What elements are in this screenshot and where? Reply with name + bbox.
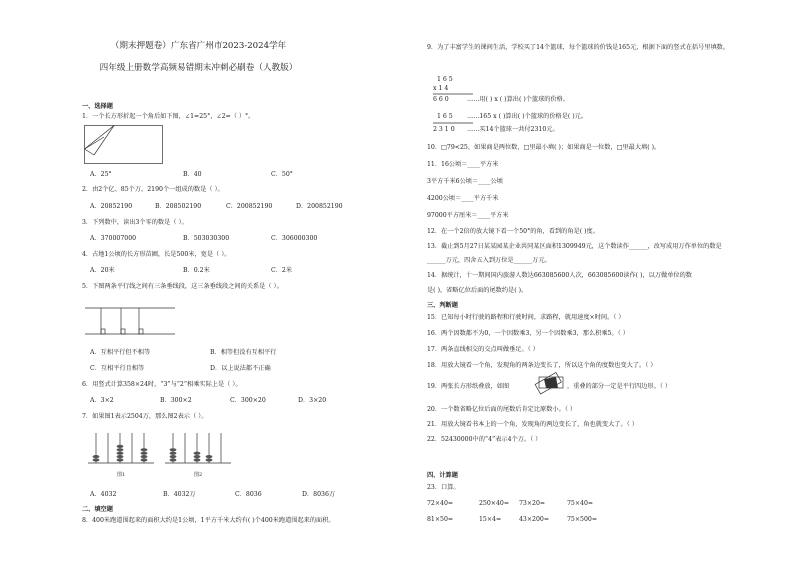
q7-figure-2-label: 图2	[194, 472, 203, 478]
question-3: 3．下列数中，读出3个零的数是（ ）。	[82, 219, 188, 226]
question-11-b: 3平方千米6公顷＝____公顷	[427, 178, 503, 185]
q6-option-a: A．3×2	[90, 397, 114, 404]
question-23: 23．口算。	[427, 484, 460, 491]
q5-option-c: C．互相平行且相等	[90, 365, 145, 372]
q7-figure-1-label: 图1	[117, 472, 126, 478]
question-13: 13．截止到5月27日某某园某企业共同某区面积1309949元，这个数读作______，改写成用万作单位的数是	[427, 243, 722, 250]
question-13-b: ______万元，四舍五入到万位是______万元。	[427, 257, 551, 264]
q4-option-c: C．2米	[271, 267, 293, 274]
calc-item: 73×20=	[519, 500, 546, 507]
question-14: 14．据统计，十一期间国内旅游人数达663085600人次，663085600读作( )，以万做单位的数	[427, 272, 692, 279]
q7-abacus-figure-1	[88, 429, 154, 471]
question-5: 5．下图两条平行线之间有三条垂线段，这三条垂线段之间的关系是（ ）。	[82, 283, 283, 290]
q9-calc2-rule	[433, 122, 473, 124]
question-21: 21．用放大镜看书本上的一个角，发现角的两边变长了，角也就变大了。（ ）	[427, 421, 638, 428]
question-1: 1．一个长方形折起一个角后如下图，∠1=25°，∠2=（ ）°。	[82, 113, 255, 120]
question-12: 12．在一个2倍的放大镜下看一个50°的角，看到的角是( )度。	[427, 228, 599, 235]
q1-option-c: C．50°	[271, 171, 293, 178]
q6-option-d: D．3×20	[298, 397, 327, 404]
q7-option-d: D．8036万	[302, 491, 336, 498]
q5-option-b: B．相等但没有互相平行	[210, 349, 277, 356]
calc-item: 43×200=	[519, 516, 550, 523]
question-4: 4．占地1公顷的长方形苗圃，长是500米，宽是（ ）。	[82, 251, 231, 258]
question-7: 7．如果图1表示2504万，那么图2表示（ ）。	[82, 413, 208, 420]
question-14-b: 是( )，省略亿位后面的尾数约是( )。	[427, 287, 528, 294]
question-18: 18．用放大镜看一个角，发现角的两条边变长了，所以这个角的度数也变大了。（ ）	[427, 362, 657, 369]
section-judge: 三、判断题	[427, 302, 458, 309]
q4-option-a: A．20米	[90, 267, 115, 274]
question-19-b: ，重叠的部分一定是平行四边形。（ ）	[567, 383, 672, 390]
question-17: 17．两条直线相交的交点叫做垂足。（ ）	[427, 346, 539, 353]
question-10: 10．□79<25，如果商是两位数，□里最小填( )；如果商是一位数，□里最大填( )。	[427, 144, 661, 151]
question-15: 15．已知每小时行驶的路程和行驶时间，求路程，就用速度×时间。（ ）	[427, 314, 625, 321]
question-8: 8．400米跑道围起来的面积大约是1公顷，1平方千米大约有( )个400米跑道围起来的面积。	[82, 517, 335, 524]
question-19: 19．两张长方形纸叠放，如图	[427, 383, 510, 390]
calc-item: 15×4=	[479, 516, 502, 523]
question-2: 2．由2个亿、85个万，2190个一组成的数是（ ）。	[82, 186, 224, 193]
q7-option-c: C．8036	[235, 491, 262, 498]
calc-item: 75×40=	[567, 500, 594, 507]
section-fill-in: 二、填空题	[82, 506, 113, 513]
q3-option-b: B．503030300	[183, 235, 230, 242]
q7-option-a: A．4032	[90, 491, 117, 498]
q5-parallel-lines-figure	[85, 300, 175, 340]
q7-abacus-figure-2	[165, 429, 231, 471]
q7-option-b: B．4032万	[163, 491, 196, 498]
q2-option-c: C．200852190	[226, 203, 273, 210]
q9-calc2-text2: ……买14个篮球一共付2310元。	[467, 126, 559, 133]
q1-option-a: A．25°	[90, 171, 112, 178]
question-11: 11．16公顷＝____平方米	[427, 161, 499, 168]
q3-option-a: A．370007000	[90, 235, 137, 242]
calc-item: 250×40=	[479, 500, 510, 507]
question-11-d: 97000平方厘米＝____平方米	[427, 212, 509, 219]
q5-option-a: A．互相平行但不相等	[90, 349, 151, 356]
calc-item: 81×50=	[427, 516, 454, 523]
q9-calc1-text: ……用( ) x ( )算出( )个篮球的价格。	[467, 96, 570, 103]
q1-option-b: B．40	[183, 171, 202, 178]
question-20: 20．一个数省略亿位后面的尾数后肯定比原数小。（ ）	[427, 406, 577, 413]
section-calculation: 四、计算题	[427, 472, 458, 479]
q9-calc1-rule	[433, 93, 473, 95]
q3-option-c: C．306000300	[271, 235, 318, 242]
section-choice: 一、选择题	[82, 103, 113, 110]
q2-option-b: B．208502190	[155, 203, 202, 210]
question-9: 9．为了丰富学生的课间生活，学校买了14个篮球，每个篮球的价钱是165元，根据下面的竖式在括号里填数。	[427, 44, 730, 51]
question-6: 6．用竖式计算358×24时，“3”与“2”相乘实际上是（ ）。	[82, 381, 242, 388]
q9-calc1-line1: 1 6 5	[437, 76, 453, 83]
question-22: 22．52430000中的“4”表示4个万。（ ）	[427, 436, 542, 443]
q9-calc1-line2: x 1 4	[433, 85, 449, 92]
q9-calc1-line3: 6 6 0	[433, 96, 449, 103]
q9-calc2-line2: 2 3 1 0	[433, 126, 455, 133]
q19-overlapping-rectangles-figure	[536, 374, 566, 398]
q6-option-c: C．300×20	[230, 397, 266, 404]
q4-option-b: B．0.2米	[183, 267, 210, 274]
q2-option-d: D．200852190	[296, 203, 343, 210]
question-11-c: 4200公顷＝____平方千米	[427, 195, 499, 202]
page-title-line2: 四年级上册数学高频易错期末冲刺必刷卷（人教版）	[99, 63, 298, 73]
q6-option-b: B．300×2	[160, 397, 192, 404]
calc-item: 72×40=	[427, 500, 454, 507]
question-16: 16．两个因数都不为0，一个因数乘3，另一个因数乘3，那么积乘5。（ ）	[427, 330, 629, 337]
q5-option-d: D．以上说法都不正确	[210, 365, 271, 372]
calc-item: 75×500=	[567, 516, 598, 523]
q9-calc2-line1: 1 6 5	[437, 113, 453, 120]
right-column	[397, 0, 794, 562]
q1-folded-rectangle-figure	[84, 125, 164, 165]
q2-option-a: A．20852190	[90, 203, 133, 210]
q9-calc2-text1: ……165 x ( )算出( )个篮球的价格是( )元。	[467, 113, 588, 120]
page-title-line1: （期末押题卷）广东省广州市2023-2024学年	[110, 41, 287, 51]
